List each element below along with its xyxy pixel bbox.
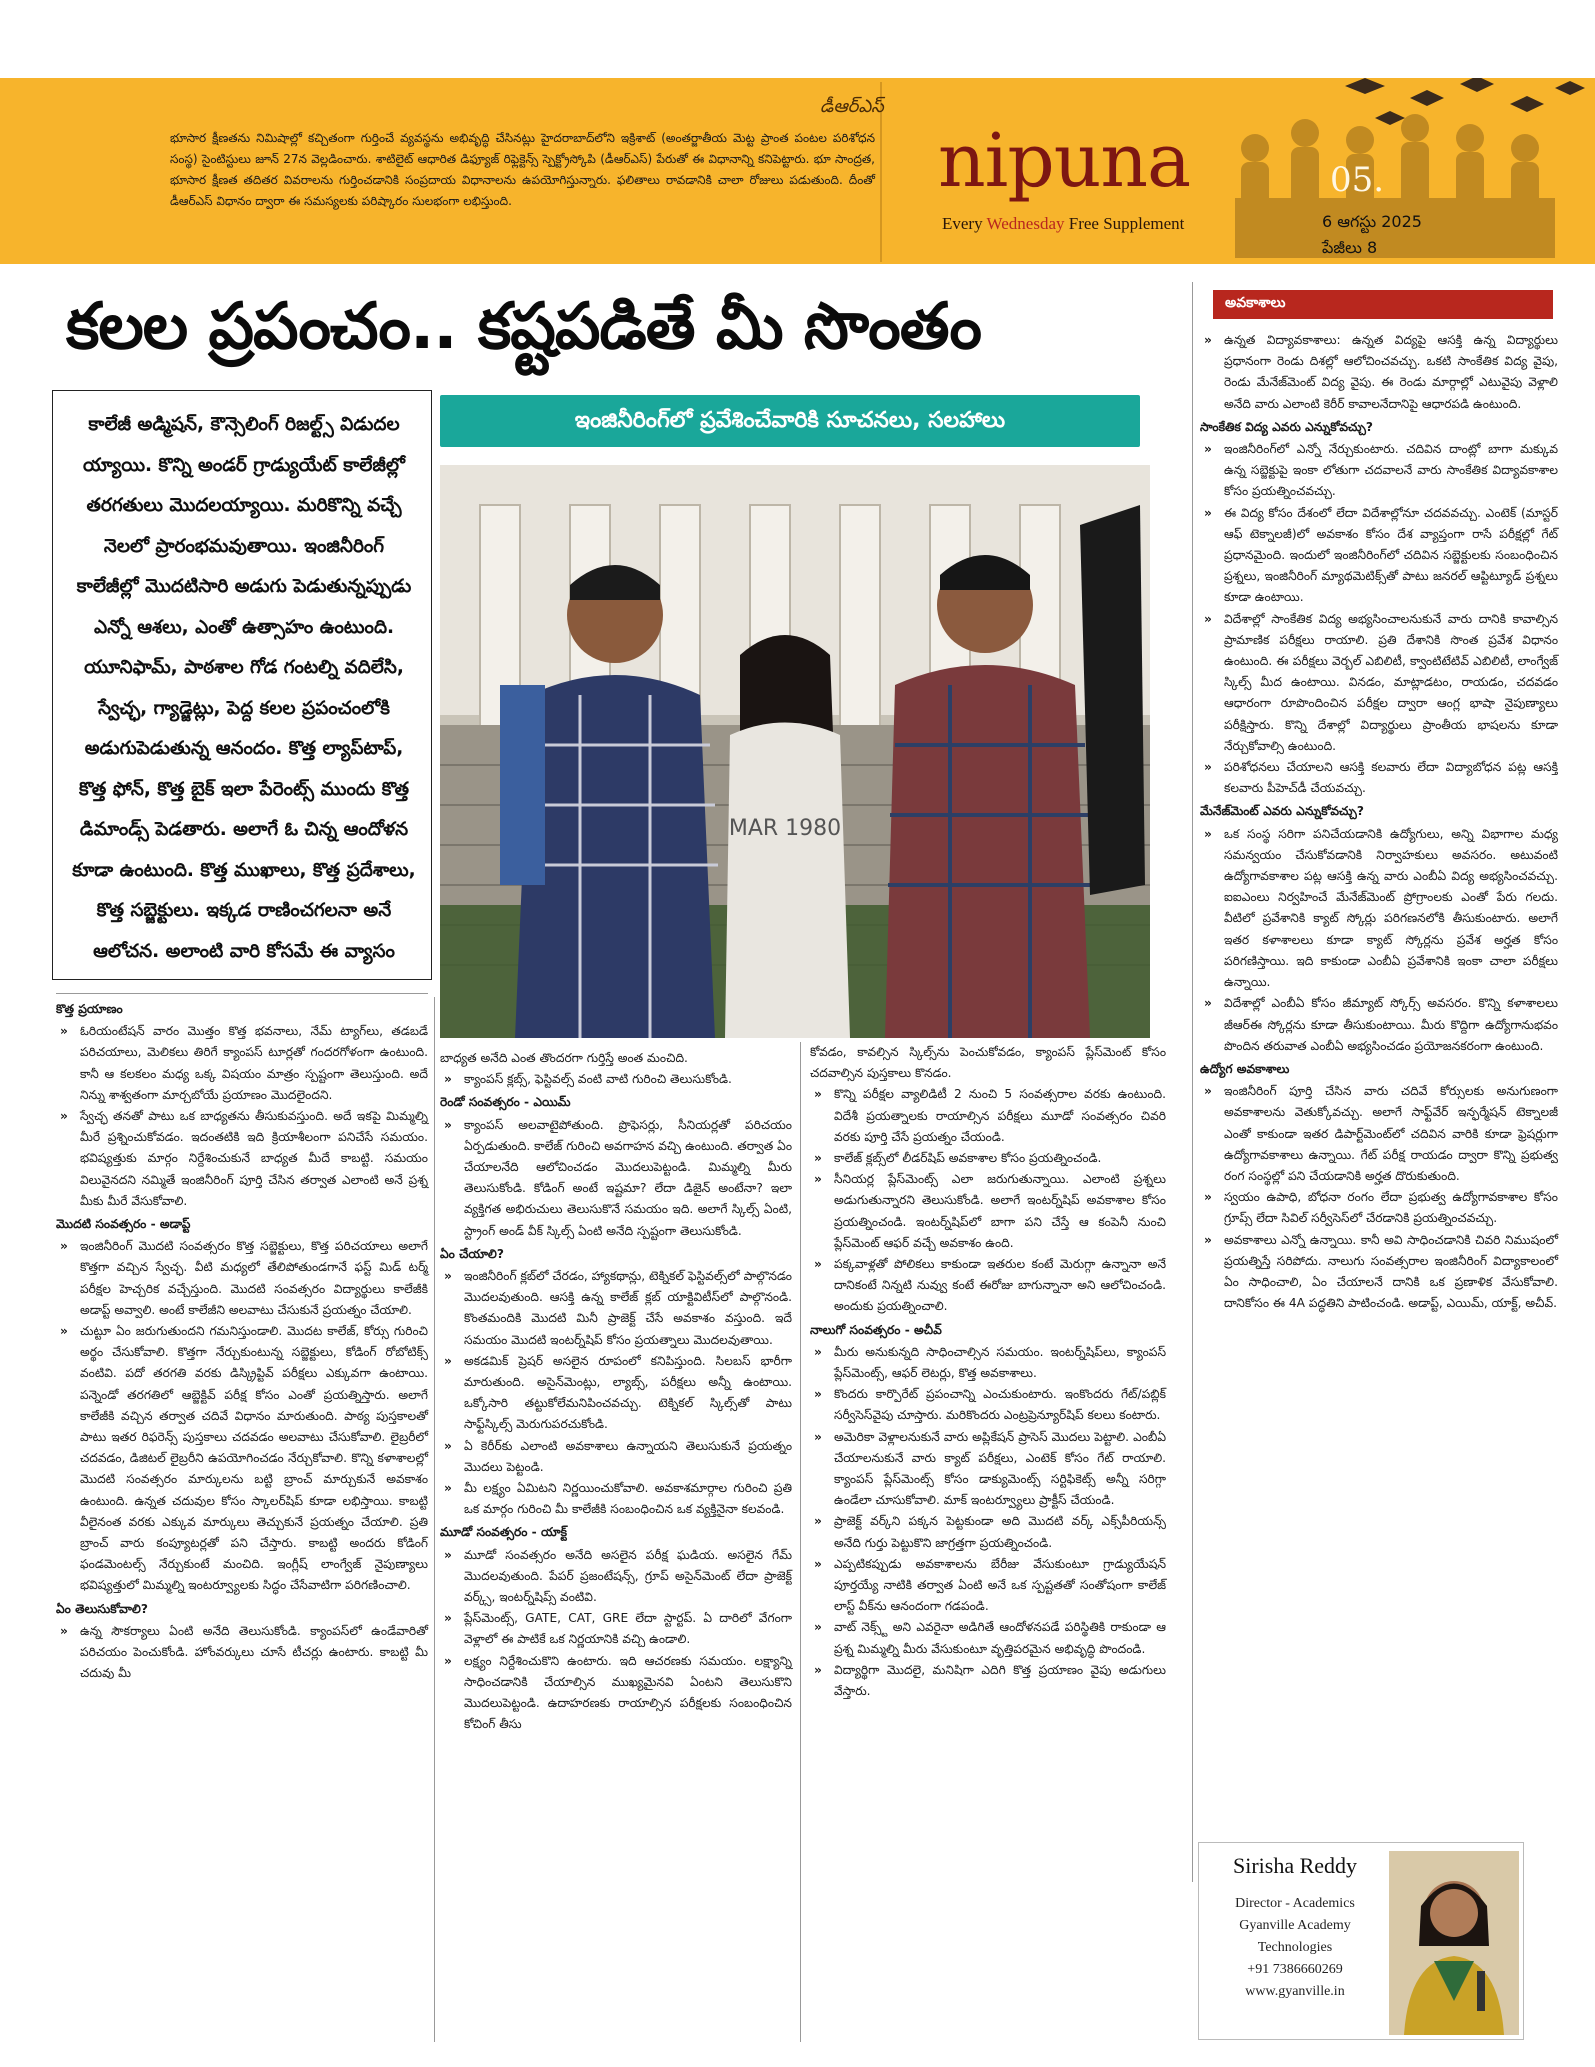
author-photo — [1389, 1851, 1519, 2035]
paragraph: » స్వేచ్ఛ తనతో పాటు ఒక బాధ్యతను తీసుకువస్తుంది. అదే ఇకపై మిమ్మల్ని మీరే ప్రశ్నించుకోవడం. ఇదంతటికి ఇది క్రియాశీలంగా పనిచేసే సమయం. భవిష్యత్తుకు మార్గం నిర్దేశించుకునే బాధ్యత మీదే కాబట్టి. సమయం విలువైనదని నమ్మితే ఇంజినీరింగ్ పూర్తి చేసిన తర్వాత ఎలాంటి అనే ప్రశ్న మీకు మీరే వేసుకోవాలి. — [56, 1106, 428, 1212]
paragraph: » ఇంజినీరింగ్ పూర్తి చేసిన వారు చదివే కోర్సులకు అనుగుణంగా అవకాశాలను వెతుక్కోవచ్చు. అలాగే సాఫ్ట్‌వేర్ ఇన్ఫర్మేషన్ టెక్నాలజీ ఎంతో కాకుండా ఇతర డిపార్ట్‌మెంట్‌లో చదివిన వారికి కూడా ఫ్రెషర్లుగా ఉద్యోగావకాశాలు ఉన్నాయి. గేట్ పరీక్ష రాయడం ద్వారా కొన్ని ప్రభుత్వ రంగ సంస్థల్లో పని చేయడానికి అర్హత దొరుకుతుంది. — [1200, 1081, 1558, 1187]
author-org-2: Technologies — [1257, 1940, 1333, 1955]
paragraph: » విదేశాల్లో ఎంబీఏ కోసం జీమ్యాట్ స్కోర్స్ అవసరం. కొన్ని కళాశాలలు జీఆర్ఈ స్కోర్లను కూడా తీసుకుంటాయి. మీరు కొద్దిగా ఉద్యోగానుభవం పొందిన తరువాత ఎంబీఏ అభ్యసించడం ప్రయోజనకరంగా ఉంటుంది. — [1200, 993, 1558, 1057]
svg-text:MAR 1980: MAR 1980 — [728, 816, 842, 841]
author-phone: +91 7386660269 — [1247, 1962, 1343, 1977]
paragraph: » చుట్టూ ఏం జరుగుతుందని గమనిస్తుండాలి. మొదట కాలేజ్, కోర్సు గురించి అర్థం చేసుకోవాలి. కొత్తగా నేర్చుకుంటున్న సబ్జెక్టులు, కోడింగ్ రోబోటిక్స్ వంటివి. పదో తరగతి వరకు డిస్క్రిప్టివ్ పరీక్షలు ఎక్కువగా ఉంటాయి. పన్నెండో తరగతిలో ఆబ్జెక్టివ్ పరీక్ష కోసం ఎంతో ప్రయత్నిస్తారు. అలాగే కాలేజీకి వచ్చిన తర్వాత చదివే విధానం మారుతుంది. పాఠ్య పుస్తకాలతో పాటు ఇతర రిఫరెన్స్ పుస్తకాలు చదవడం అలవాటు చేసుకోవాలి. లైబ్రరీలో చదవడం, డిజిటల్ లైబ్రరీని ఉపయోగించడం నేర్చుకోవాలి. కొన్ని కళాశాలల్లో మొదటి సంవత్సరం మార్కులను బట్టి బ్రాంచ్ మార్చుకునే అవకాశం ఉంటుంది. ఉన్నత చదువుల కోసం స్కాలర్‌షిప్ కూడా లభిస్తాయి. కాబట్టి వీలైనంత వరకు ఎక్కువ మార్కులు తెచ్చుకునే ప్రయత్నం చేయాలి. ప్రతి బ్రాంచ్ వారు కంప్యూటర్లతో పని చేస్తారు. కాబట్టి అందరు కోడింగ్ ఫండమెంటల్స్ నేర్చుకుంటే మంచిది. ఇంగ్లీష్ లాంగ్వేజ్ నైపుణ్యాలు భవిష్యత్తులో మిమ్మల్ని ఇంటర్వ్యూలకు సిద్ధం చేసేవాటిగా పరిగణించాలి. — [56, 1321, 428, 1597]
paragraph: » అమెరికా వెళ్లాలనుకునే వారు అప్లికేషన్ ప్రాసెస్ మొదలు పెట్టాలి. ఎంబీఏ చేయాలనుకునే వారు క్యాట్ పరీక్షలు, ఎంటెక్ కోసం గేట్ రాయాలి. క్యాంపస్ ప్లేస్‌మెంట్స్ కోసం డాక్యుమెంట్స్ సర్టిఫికెట్స్ అన్నీ సరిగ్గా ఉండేలా చూసుకోవాలి. మాక్ ఇంటర్వ్యూలు ప్రాక్టీస్ చేయండి. — [810, 1427, 1166, 1512]
paragraph: » మీరు అనుకున్నది సాధించాల్సిన సమయం. ఇంటర్న్‌షిప్‌లు, క్యాంపస్ ప్లేస్‌మెంట్స్, ఆఫర్ లెటర్లు, కొత్త అవకాశాలు. — [810, 1342, 1166, 1384]
sub-headline: ఇంజినీరింగ్‌లో ప్రవేశించేవారికి సూచనలు, సలహాలు — [440, 395, 1140, 447]
column-divider — [800, 1042, 801, 2042]
column-divider — [434, 997, 435, 2042]
drs-tag: డీఆర్ఎస్ — [820, 96, 884, 117]
supplement-line: Every Wednesday Free Supplement — [942, 214, 1185, 233]
paragraph: » కాలేజ్ క్లబ్స్‌లో లీడర్‌షిప్ అవకాశాల కోసం ప్రయత్నించండి. — [810, 1148, 1166, 1169]
paragraph: » కొందరు కార్పొరేట్ ప్రపంచాన్ని ఎంచుకుంటారు. ఇంకొందరు గేట్/పబ్లిక్ సర్వీసెస్‌వైపు చూస్తారు. మరికొందరు ఎంట్రప్రెన్యూర్‌షిప్ కలలు కంటారు. — [810, 1384, 1166, 1426]
author-box — [1198, 1842, 1524, 2040]
paragraph: » ఎప్పటికప్పుడు అవకాశాలను బేరీజు వేసుకుంటూ గ్రాడ్యుయేషన్ పూర్తయ్యే నాటికి తర్వాత ఏంటి అనే ఒక స్పష్టతతో సంతోషంగా కాలేజ్ లాస్ట్ వీక్‌ను ఆనందంగా గడపండి. — [810, 1554, 1166, 1618]
paragraph: » లక్ష్యం నిర్దేశించుకొని ఉంటారు. ఇది ఆచరణకు సమయం. లక్ష్యాన్ని సాధించడానికి చేయాల్సిన ముఖ్యమైనవి ఏంటని తెలుసుకొని మొదలుపెట్టండి. ఉదాహరణకు రాయాల్సిన పరీక్షలకు సంబంధించిన కోచింగ్ తీసు — [440, 1651, 792, 1736]
paragraph: » ఇంజినీరింగ్ మొదటి సంవత్సరం కొత్త సబ్జెక్టులు, కొత్త పరిచయాలు అలాగే కొత్తగా వచ్చిన స్వేచ్ఛ. వీటి మధ్యలో తేలిపోతుండగానే ఫస్ట్ మిడ్ టర్మ్ పరీక్షల హెచ్చరిక వచ్చేస్తుంది. మొదటి సంవత్సరం విద్యార్థులు కాలేజీకి అడాప్ట్ అవ్వాలి. అంటే కాలేజీని అలవాటు చేసుకునే ప్రయత్నం చేయాలి. — [56, 1236, 428, 1321]
paragraph: » విద్యార్థిగా మొదలై, మనిషిగా ఎదిగి కొత్త ప్రయాణం వైపు అడుగులు వేస్తారు. — [810, 1660, 1166, 1702]
main-headline: కలల ప్రపంచం.. కష్టపడితే మీ సొంతం — [66, 290, 981, 364]
students-photo — [440, 465, 1150, 1038]
paragraph: » కొన్ని పరీక్షల వ్యాలిడిటీ 2 నుంచి 5 సంవత్సరాల వరకు ఉంటుంది. విదేశీ ప్రయత్నాలకు రాయాల్సిన పరీక్షలు మూడో సంవత్సరం చివరి వరకు పూర్తి చేసే ప్రయత్నం చేయండి. — [810, 1084, 1166, 1148]
section-rule — [56, 993, 428, 994]
paragraph: » స్వయం ఉపాధి, బోధనా రంగం లేదా ప్రభుత్వ ఉద్యోగావకాశాల కోసం గ్రూప్స్ లేదా సివిల్ సర్వీసెస్‌లో చేరడానికి ప్రయత్నించవచ్చు. — [1200, 1187, 1558, 1229]
section-heading: ఏం చేయాలి? — [440, 1246, 504, 1261]
paragraph: కోవడం, కావల్సిన స్కిల్స్‌ను పెంచుకోవడం, క్యాంపస్ ప్లేస్‌మెంట్ కోసం చదవాల్సిన పుస్తకాలు కొనడం. — [810, 1045, 1166, 1081]
author-details — [1211, 1893, 1379, 2003]
brand-logo: nipuna — [938, 118, 1191, 204]
drs-news-text: భూసార క్షీణతను నిమిషాల్లో కచ్చితంగా గుర్తించే వ్యవస్థను అభివృద్ధి చేసినట్లు హైదరాబాద్‌లోని ఇక్రిశాట్ (అంతర్జాతీయ మెట్ట ప్రాంత పంటల పరిశోధన సంస్థ) సైంటిస్టులు జూన్ 27న వెల్లడించారు. శాటిలైట్ ఆధారిత డిఫ్యూజ్ రిఫ్లెక్టెన్స్ స్పెక్ట్రోస్కోపి (డీఆర్ఎస్) పేరుతో ఈ విధానాన్ని కనిపెట్టారు. భూ సాంద్రత, భూసార క్షీణత తదితర వివరాలను గుర్తించడానికి సంప్రదాయ విధానాలను ఉపయోగిస్తున్నారు. ఫలితాలు రావడానికి చాలా రోజులు పడుతుంది. దీంతో డీఆర్ఎస్ విధానం ద్వారా ఈ సమస్యలకు పరిష్కారం సులభంగా లభిస్తుంది. — [170, 131, 875, 208]
paragraph: » ప్రాజెక్ట్ వర్క్‌ని పక్కన పెట్టకుండా అది మొదటి వర్క్ ఎక్స్‌పీరియన్స్ అనేది గుర్తు పెట్టుకొని జాగ్రత్తగా ప్రయత్నించండి. — [810, 1511, 1166, 1553]
section-heading: మేనేజ్‌మెంట్ ఎవరు ఎన్నుకోవచ్చు? — [1200, 804, 1364, 819]
author-role: Director - Academics — [1235, 1896, 1355, 1911]
paragraph: » క్యాంపస్ అలవాటైపోతుంది. ప్రొఫెసర్లు, సీనియర్లతో పరిచయం ఏర్పడుతుంది. కాలేజ్ గురించి అవగాహన వచ్చి ఉంటుంది. తర్వాత ఏం చేయాలనేది ఆలోచించడం మొదలుపెట్టండి. మిమ్మల్ని మీరు తెలుసుకోండి. కోడింగ్ అంటే ఇష్టమా? లేదా డిజైన్ అంటేనా? ఇలా వ్యక్తిగత అభిరుచులు తెలుసుకొనే సమయం ఇది. అలాగే స్కిల్స్ ఏంటి, స్ట్రాంగ్ అండ్ వీక్ స్కిల్స్ ఏంటి అనేది స్పష్టంగా తెలుసుకోండి. — [440, 1115, 792, 1242]
issue-date: 6 ఆగస్టు 2025 — [1322, 212, 1422, 231]
paragraph: » ఇంజినీరింగ్ క్లబ్‌లో చేరడం, హ్యాకథాన్లు, టెక్నికల్ ఫెస్టివల్స్‌లో పాల్గొనడం మొదలవుతుంది. ఆసక్తి ఉన్న కాలేజ్ క్లబ్ యాక్టివిటీస్‌లో పాల్గొనండి. కొంతమందికి మొదటి మినీ ప్రాజెక్ట్ చేసే అవకాశం వస్తుంది. ఇదే సమయం మొదటి ఇంటర్న్‌షిప్ కోసం ప్రయత్నాలు మొదలవుతాయి. — [440, 1266, 792, 1351]
author-website: www.gyanville.in — [1245, 1984, 1345, 1999]
author-name: Sirisha Reddy — [1232, 1853, 1358, 1878]
issue-pages: పేజీలు 8 — [1322, 238, 1378, 257]
article-column-2 — [440, 1048, 792, 1736]
paragraph: » ఉన్న సౌకర్యాలు ఏంటి అనేది తెలుసుకోండి. క్యాంపస్‌లో ఉండేవారితో పరిచయం పెంచుకోండి. హోంవర్కులు చూసే టీచర్లు ఉంటారు. కాబట్టి మీ చదువు మీ — [56, 1621, 428, 1685]
paragraph: » పరిశోధనలు చేయాలని ఆసక్తి కలవారు లేదా విద్యాబోధన పట్ల ఆసక్తి కలవారు పీహెచ్‌డీ చేయవచ్చు. — [1200, 757, 1558, 799]
section-heading: నాలుగో సంవత్సరం - అచీవ్ — [810, 1322, 942, 1337]
paragraph: » ప్లేస్‌మెంట్స్, GATE, CAT, GRE లేదా స్టార్టప్. ఏ దారిలో వేగంగా వెళ్లాలో ఈ పాటికే ఒక నిర్ణయానికి వచ్చి ఉండాలి. — [440, 1608, 792, 1650]
paragraph: » ఓరియంటేషన్ వారం మొత్తం కొత్త భవనాలు, నేమ్ ట్యాగ్‌లు, తడబడే పరిచయాలు, మెలికలు తిరిగే క్యాంపస్ టూర్లతో గందరగోళంగా ఉంటుంది. కానీ ఆ కలకలం మధ్య ఒక్క విషయం మాత్రం స్పష్టంగా తెలుస్తుంది. అదే నిన్ను శాశ్వతంగా మార్చబోయే ప్రయాణం మొదలైందని. — [56, 1021, 428, 1106]
paragraph: » పక్కవాళ్లతో పోలికలు కాకుండా ఇతరుల కంటే మెరుగ్గా ఉన్నానా అనే దానికంటే నిన్నటి నువ్వు కంటే ఈరోజు బాగున్నానా అని ఆలోచించండి. అందుకు ప్రయత్నించాలి. — [810, 1254, 1166, 1318]
article-column-1 — [56, 997, 428, 1685]
paragraph: » మూడో సంవత్సరం అనేది అసలైన పరీక్ష ఘడియ. అసలైన గేమ్ మొదలవుతుంది. పేపర్ ప్రజంటేషన్స్, గ్రూప్ అసైన్‌మెంట్ లేదా ప్రాజెక్ట్ వర్క్స్, ఇంటర్న్‌షిప్స్ వంటివి. — [440, 1545, 792, 1609]
intro-box: కాలేజీ అడ్మిషన్, కౌన్సెలింగ్ రిజల్ట్స్ విడుదల య్యాయి. కొన్ని అండర్ గ్రాడ్యుయేట్ కాలేజీల్లో తరగతులు మొదలయ్యాయి. మరికొన్ని వచ్చే నెలలో ప్రారంభమవుతాయి. ఇంజినీరింగ్ కాలేజీల్లో మొదటిసారి అడుగు పెడుతున్నప్పుడు ఎన్నో ఆశలు, ఎంతో ఉత్సాహం ఉంటుంది. యూనిఫామ్, పాఠశాల గోడ గంటల్ని వదిలేసి, స్వేచ్ఛ, గ్యాడ్జెట్లు, పెద్ద కలల ప్రపంచంలోకి అడుగుపెడుతున్న ఆనందం. కొత్త ల్యాప్‌టాప్, కొత్త ఫోన్, కొత్త బైక్ ఇలా పేరెంట్స్ ముందు కొత్త డిమాండ్స్ పెడతారు. అలాగే ఓ చిన్న ఆందోళన కూడా ఉంటుంది. కొత్త ముఖాలు, కొత్త ప్రదేశాలు, కొత్త సబ్జెక్టులు. ఇక్కడ రాణించగలనా అనే ఆలోచన. అలాంటి వారి కోసమే ఈ వ్యాసం — [52, 390, 432, 980]
article-column-3 — [810, 1042, 1166, 1702]
paragraph: » అవకాశాలు ఎన్నో ఉన్నాయి. కానీ అవి సాధించడానికి చివరి నిముషంలో ప్రయత్నిస్తే సరిపోదు. నాలుగు సంవత్సరాల ఇంజినీరింగ్ విద్యాకాలంలో ఏం సాధించాలి, ఏం చేయాలనే దానికి ఒక ప్రణాళిక వేసుకోవాలి. దానికోసం ఈ 4A పద్ధతిని పాటించండి. అడాప్ట్, ఎయిమ్, యాక్ట్, అచీవ్. — [1200, 1230, 1558, 1315]
section-heading: మూడో సంవత్సరం - యాక్ట్ — [440, 1525, 567, 1540]
paragraph: » ఇంజినీరింగ్‌లో ఎన్నో నేర్చుకుంటారు. చదివిన దాంట్లో బాగా మక్కువ ఉన్న సబ్జెక్టుపై ఇంకా లోతుగా చదవాలనే వారు సాంకేతిక విద్యావకాశాల కోసం ప్రయత్నించవచ్చు. — [1200, 439, 1558, 503]
paragraph: » అకడమిక్ ప్రెషర్ అసలైన రూపంలో కనిపిస్తుంది. సిలబస్ భారీగా మారుతుంది. అసైన్‌మెంట్లు, ల్యాబ్స్, పరీక్షలు అన్నీ ఉంటాయి. ఒక్కోసారి తట్టుకోలేమనిపించవచ్చు. టెక్నికల్ స్కిల్స్‌తో పాటు సాఫ్ట్‌స్కిల్స్ మెరుగుపరచుకోండి. — [440, 1351, 792, 1436]
paragraph: » ఏ కెరీర్‌కు ఎలాంటి అవకాశాలు ఉన్నాయని తెలుసుకునే ప్రయత్నం మొదలు పెట్టండి. — [440, 1436, 792, 1478]
issue-number: 05. — [1330, 160, 1385, 200]
paragraph: బాధ్యత అనేది ఎంత తొందరగా గుర్తిస్తే అంత మంచిది. — [440, 1051, 688, 1065]
paragraph: » విదేశాల్లో సాంకేతిక విద్య అభ్యసించాలనుకునే వారు దానికి కావాల్సిన ప్రామాణిక పరీక్షలు రాయాలి. ప్రతి దేశానికి సొంత ప్రవేశ విధానం ఉంటుంది. ఈ పరీక్షలు వెర్బల్ ఎబిలిటీ, క్వాంటిటేటివ్ ఎబిలిటీ, లాంగ్వేజ్ స్కిల్స్ మీద ఉంటాయి. వినడం, మాట్లాడటం, రాయడం, చదవడం ఆధారంగా రూపొందించిన పరీక్షల ద్వారా ఆంగ్ల భాషా నైపుణ్యాలు పరీక్షిస్తారు. కొన్ని దేశాల్లో విద్యార్థులు ప్రాంతీయ భాషలను కూడా నేర్చుకోవాల్సి ఉంటుంది. — [1200, 609, 1558, 757]
section-heading: ఉద్యోగ అవకాశాలు — [1200, 1061, 1290, 1076]
paragraph: » సీనియర్ల ప్లేస్‌మెంట్స్ ఎలా జరుగుతున్నాయి. ఎలాంటి ప్రశ్నలు అడుగుతున్నారని తెలుసుకోండి. అలాగే ఇంటర్న్‌షిప్ అవకాశాల కోసం ప్రయత్నించండి. ఇంటర్న్‌షిప్‌లో బాగా పని చేస్తే ఆ కంపెనీ నుంచి ప్లేస్‌మెంట్ ఆఫర్ వచ్చే అవకాశం ఉంది. — [810, 1169, 1166, 1254]
section-heading: సాంకేతిక విద్య ఎవరు ఎన్నుకోవచ్చు? — [1200, 419, 1373, 434]
opportunities-title: అవకాశాలు — [1213, 290, 1553, 319]
paragraph: » క్యాంపస్ క్లబ్స్, ఫెస్టివల్స్ వంటి వాటి గురించి తెలుసుకోండి. — [440, 1069, 792, 1090]
paragraph: » మీ లక్ష్యం ఏమిటని నిర్ణయించుకోవాలి. అవకాశమార్గాల గురించి ప్రతి ఒక మార్గం గురించి మీ కాలేజీకి సంబంధించిన ఒక వ్యక్తినైనా కలవండి. — [440, 1478, 792, 1520]
paragraph: » వాట్ నెక్స్ట్ అని ఎవరైనా అడిగితే ఆందోళనపడే పరిస్థితికి రాకుండా ఆ ప్రశ్న మిమ్మల్ని మీరు వేసుకుంటూ వృత్తిపరమైన అభివృద్ధి పొందండి. — [810, 1617, 1166, 1659]
paragraph: » ఉన్నత విద్యావకాశాలు: ఉన్నత విద్యపై ఆసక్తి ఉన్న విద్యార్థులు ప్రధానంగా రెండు దిశల్లో ఆలోచించవచ్చు. ఒకటి సాంకేతిక విద్య వైపు, రెండు మేనేజ్‌మెంట్ విద్య వైపు. ఈ రెండు మార్గాల్లో ఎటువైపు వెళ్లాలి అనేది వారు ఎలాంటి కెరీర్ కావాలనేదానిపై ఆధారపడి ఉంటుంది. — [1200, 330, 1558, 415]
opportunities-body — [1200, 330, 1558, 1314]
section-heading: మొదటి సంవత్సరం - అడాప్ట్ — [56, 1217, 191, 1232]
author-org: Gyanville Academy — [1239, 1918, 1351, 1933]
section-heading: ఏం తెలుసుకోవాలి? — [56, 1601, 148, 1616]
section-heading: కొత్త ప్రయాణం — [56, 1002, 123, 1016]
paragraph: » ఒక సంస్థ సరిగా పనిచేయడానికి ఉద్యోగులు, అన్ని విభాగాల మధ్య సమన్వయం చేసుకోవడానికి నిర్వాహకులు అవసరం. అటువంటి ఉద్యోగావకాశాల పట్ల ఆసక్తి ఉన్న వారు ఎంబీఏ విద్య అభ్యసించవచ్చు. ఐఐఎంలు నిర్వహించే మేనేజ్‌మెంట్ ప్రోగ్రాంలకు ఎంతో పేరు గలదు. వీటిలో ప్రవేశానికి క్యాట్ స్కోర్లు పరిగణనలోకి తీసుకుంటారు. అలాగే ఇతర కళాశాలలు కూడా క్యాట్ స్కోర్లను ప్రవేశ అర్హత కోసం పరిగణిస్తాయి. ఇది కాకుండా ఎంబీఏ ప్రవేశానికి ఇంకా చాలా పరీక్షలు ఉన్నాయి. — [1200, 824, 1558, 994]
section-heading: రెండో సంవత్సరం - ఎయిమ్ — [440, 1095, 571, 1110]
paragraph: » ఈ విద్య కోసం దేశంలో లేదా విదేశాల్లోనూ చదవవచ్చు. ఎంటెక్ (మాస్టర్ ఆఫ్ టెక్నాలజీ)లో అవకాశం కోసం దేశ వ్యాప్తంగా రాసే పరీక్షల్లో గేట్ ప్రధానమైంది. ఇందులో ఇంజినీరింగ్‌లో చదివిన సబ్జెక్టులకు సంబంధించిన ప్రశ్నలు, ఇంజినీరింగ్ మ్యాథమెటిక్స్‌తో పాటు జనరల్ ఆప్టిట్యూడ్ ప్రశ్నలు కూడా ఉంటాయి. — [1200, 503, 1558, 609]
